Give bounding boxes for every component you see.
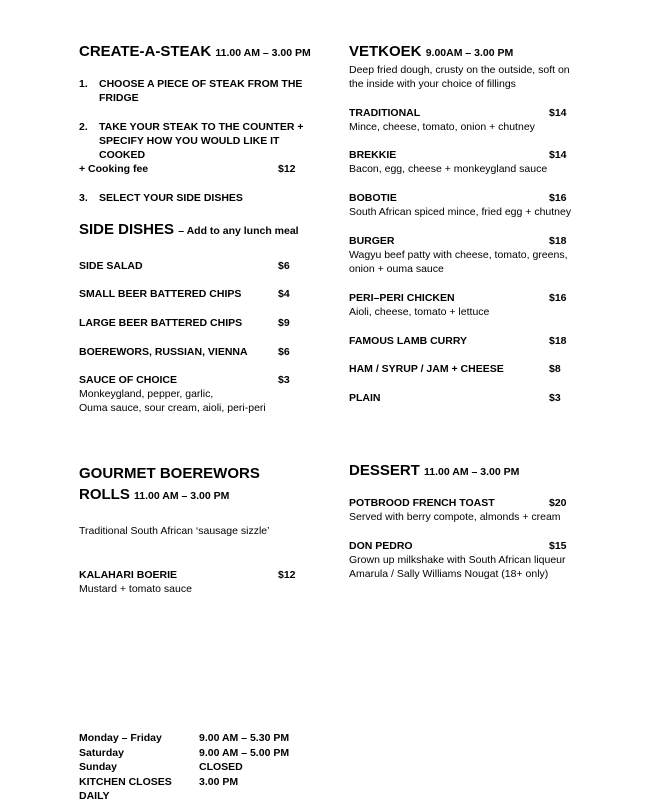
gourmet-time: 11.00 AM – 3.00 PM [134,490,230,502]
opening-hours [79,731,289,804]
menu-item-name: POTBROOD FRENCH TOAST [349,497,495,509]
menu-item-name: PERI–PERI CHICKEN [349,292,455,304]
menu-item-price: $6 [278,260,290,272]
menu-item-description: Grown up milkshake with South African liqueur [349,554,566,566]
menu-item-description: Mustard + tomato sauce [79,583,192,593]
hours-row: KITCHEN CLOSES DAILY 3.00 PM [79,775,239,802]
gourmet-tagline: Traditional South African ‘sausage sizzle’ [79,525,270,537]
menu-item-name: SAUCE OF CHOICE [79,374,178,386]
menu-item-price: $18 [549,335,567,347]
menu-item-name: KALAHARI BOERIE [79,569,178,581]
menu-item-price: $3 [549,392,561,404]
cooking-fee-price: $12 [278,163,296,175]
steak-step-3: 3. SELECT YOUR SIDE DISHES [79,192,243,204]
menu-item-name: BOEREWORS, RUSSIAN, VIENNA [79,346,248,358]
menu-item-name: PLAIN [349,392,381,404]
menu-item-description: Bacon, egg, cheese + monkeygland sauce [349,163,548,175]
menu-item-price: $3 [278,374,290,386]
menu-item-name: BREKKIE [349,149,397,161]
vetkoek-heading: VETKOEK 9.00AM – 3.00 PM [349,43,514,60]
menu-item-price: $15 [549,540,567,552]
steak-step-2: 2. TAKE YOUR STEAK TO THE COUNTER + SPECIFY HOW YOU WOULD LIKE IT COOKED [79,121,304,161]
create-a-steak-time: 11.00 AM – 3.00 PM [215,47,311,59]
menu-item-description: Ouma sauce, sour cream, aioli, peri-peri [79,402,266,414]
gourmet-heading-line2: ROLLS 11.00 AM – 3.00 PM [79,486,230,503]
menu-item-price: $14 [549,107,567,119]
menu-item-price: $8 [549,363,561,375]
hours-row: Saturday 9.00 AM – 5.00 PM [79,746,290,759]
menu-item-name: BURGER [349,235,395,247]
menu-item-name: DON PEDRO [349,540,413,552]
menu-item-price: $18 [549,235,567,247]
menu-item-name: SIDE SALAD [79,260,143,272]
menu-item-description: Mince, cheese, tomato, onion + chutney [349,121,535,133]
dessert-heading: DESSERT 11.00 AM – 3.00 PM [349,462,520,479]
create-a-steak-title: CREATE-A-STEAK [79,43,212,60]
menu-item-description: Amarula / Sally Williams Nougat (18+ only) [349,568,549,580]
steak-step-1: 1. CHOOSE A PIECE OF STEAK FROM THE FRIDGE [79,78,303,104]
create-a-steak-heading [79,43,311,62]
vetkoek-description: Deep fried dough, crusty on the outside, soft on [349,64,570,76]
menu-item-description: Monkeygland, pepper, garlic, [79,388,214,400]
hours-row: Sunday CLOSED [79,761,243,773]
menu-item-name: FAMOUS LAMB CURRY [349,335,468,347]
menu-item-name: HAM / SYRUP / JAM + CHEESE [349,363,504,375]
menu-item-price: $16 [549,192,567,204]
menu-item-name: BOBOTIE [349,192,397,204]
menu-item-price: $16 [549,292,567,304]
menu-item-description: Wagyu beef patty with cheese, tomato, greens, [349,249,568,261]
menu-item-price: $20 [549,497,567,509]
menu-item-price: $6 [278,346,290,358]
menu-item-price: $9 [278,317,290,329]
dessert-time: 11.00 AM – 3.00 PM [424,466,520,478]
cooking-fee-label: + Cooking fee [79,163,149,175]
menu-item-price: $14 [549,149,567,161]
menu-item-description: Aioli, cheese, tomato + lettuce [349,306,490,318]
menu-item-description: Served with berry compote, almonds + cream [349,511,561,523]
menu-item-name: TRADITIONAL [349,107,421,119]
menu-item-description: South African spiced mince, fried egg + chutney [349,206,572,218]
menu-item-description: onion + ouma sauce [349,263,444,275]
menu-item-price: $12 [278,569,296,581]
menu-item-name: SMALL BEER BATTERED CHIPS [79,288,242,300]
vetkoek-time: 9.00AM – 3.00 PM [425,47,514,59]
menu-item-name: LARGE BEER BATTERED CHIPS [79,317,243,329]
gourmet-heading-line1: GOURMET BOEREWORS [79,465,260,482]
vetkoek-description: the inside with your choice of fillings [349,78,516,90]
hours-row: Monday – Friday 9.00 AM – 5.30 PM [79,732,290,744]
side-dishes-heading: SIDE DISHES – Add to any lunch meal [79,221,299,238]
menu-item-price: $4 [278,288,290,300]
